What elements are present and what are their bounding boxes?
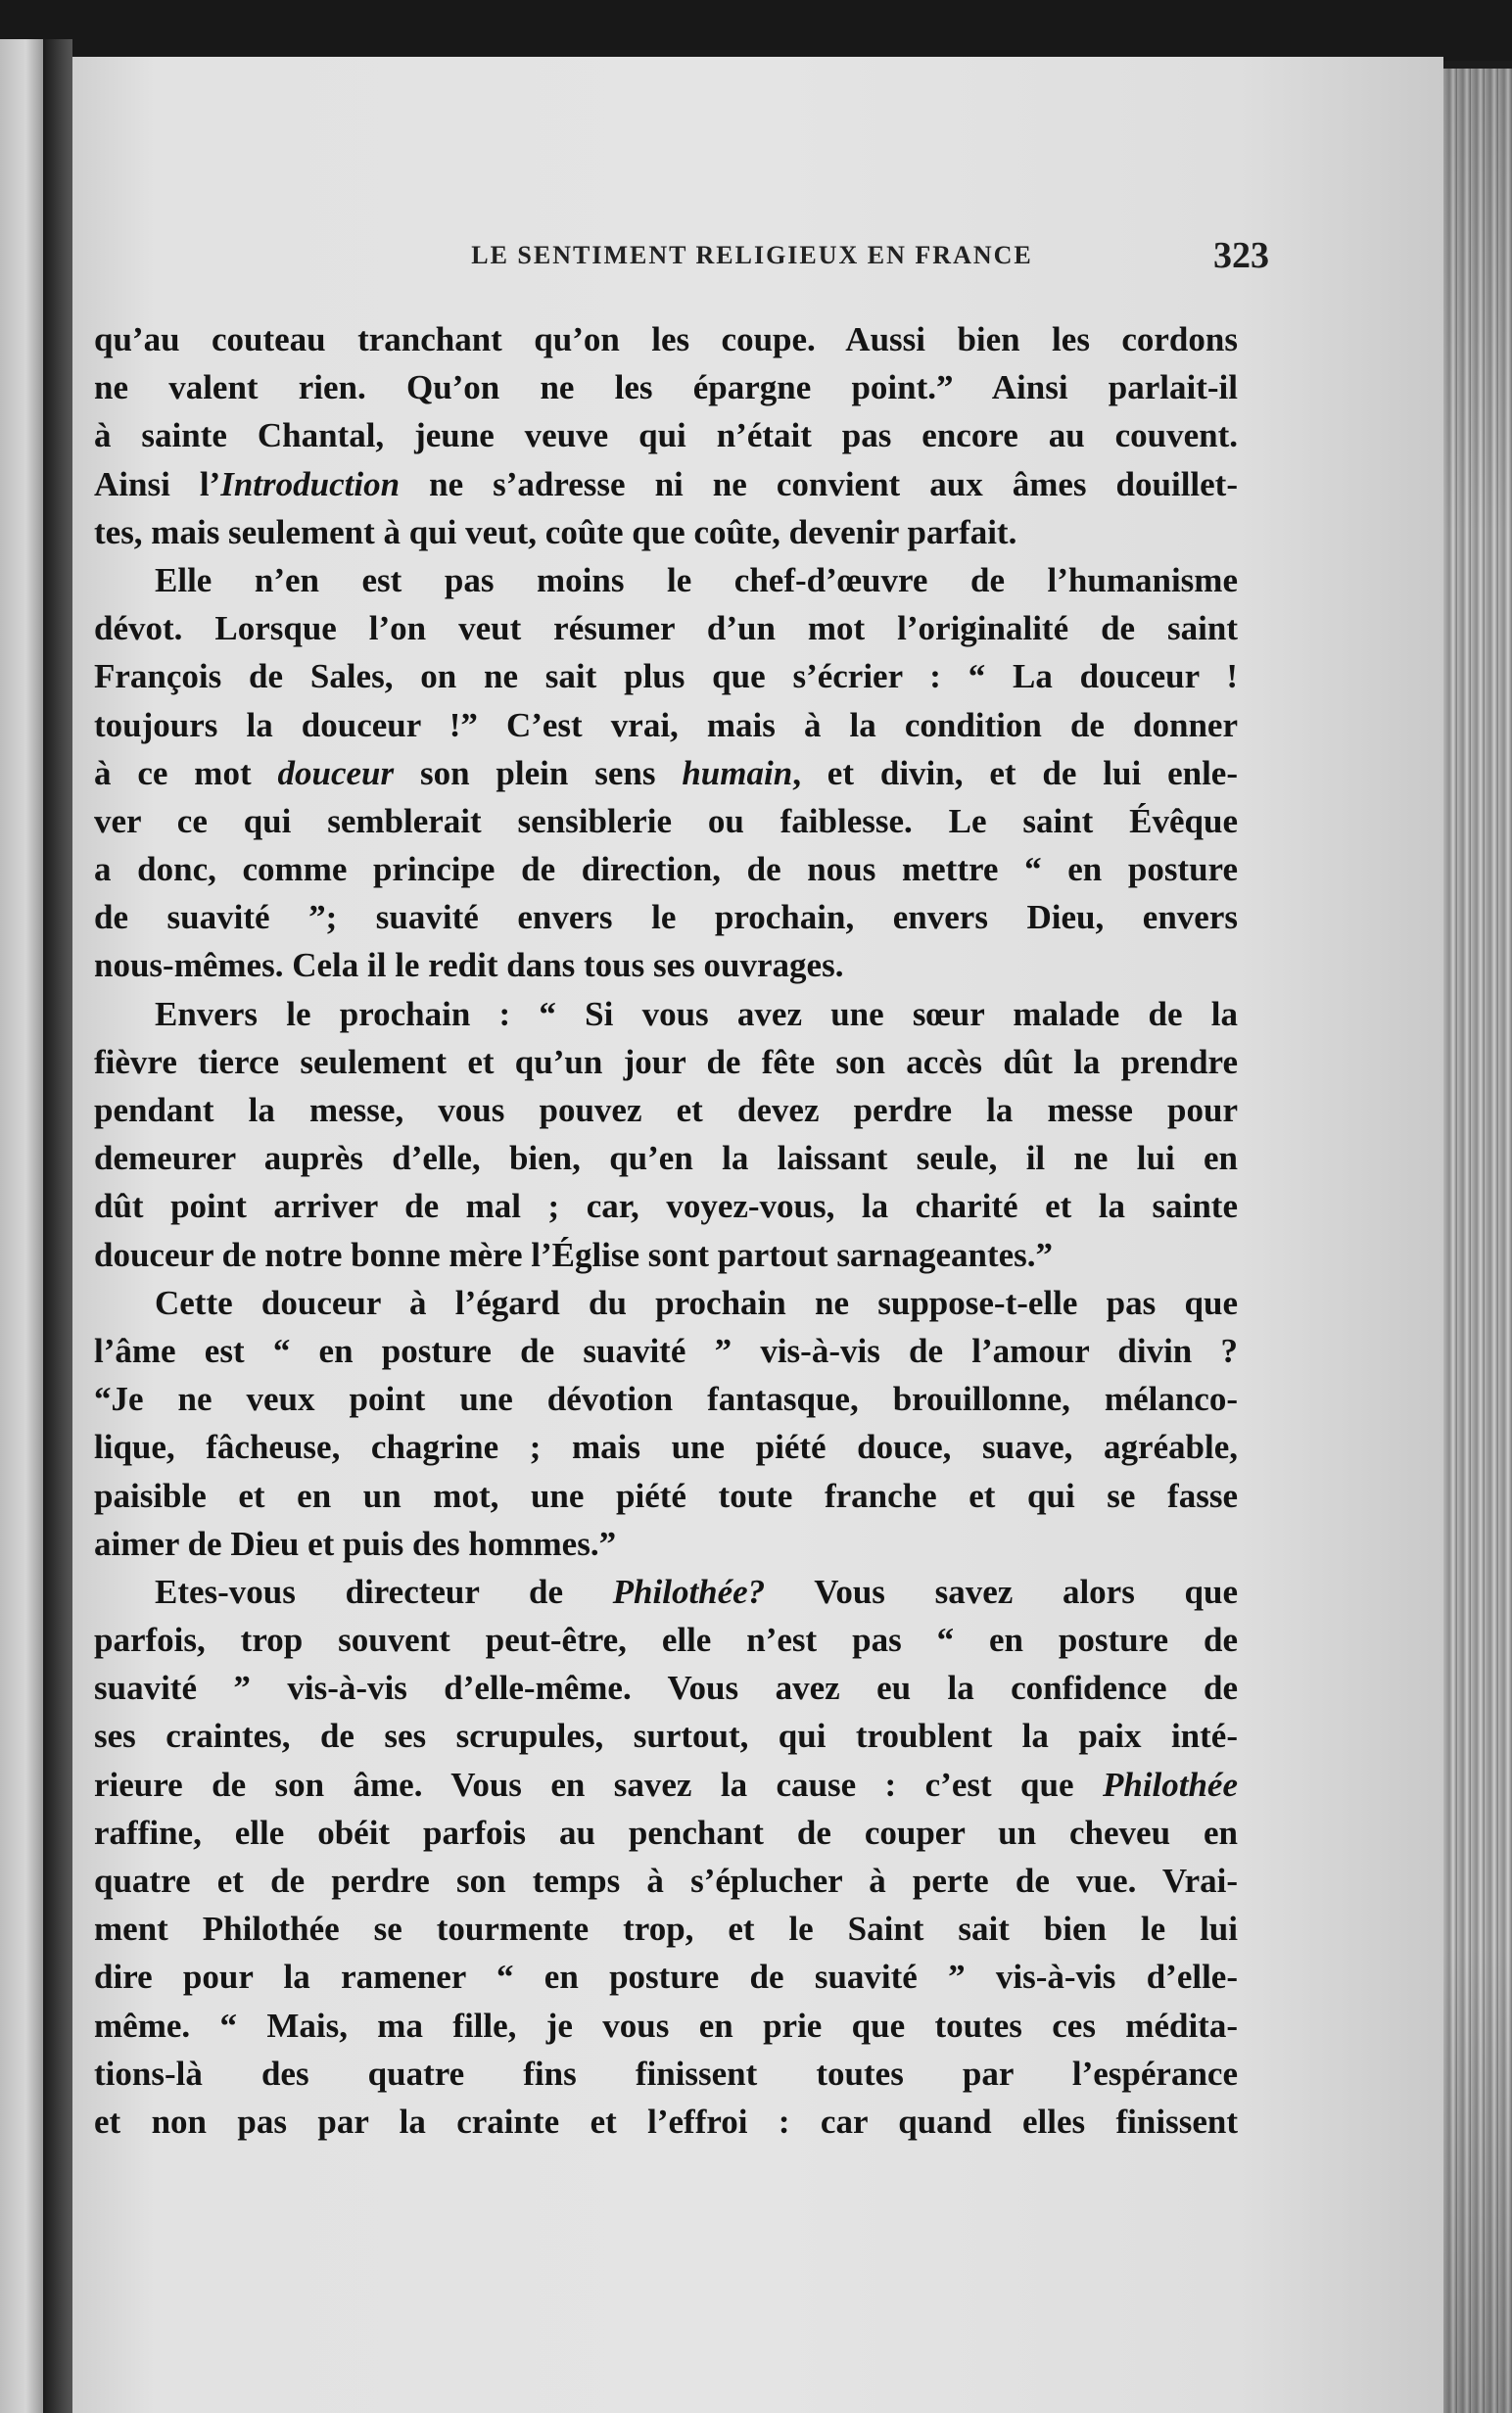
text-line xyxy=(94,749,1238,797)
adjacent-page-edge xyxy=(0,39,43,2413)
text-line: et non pas par la crainte et l’effroi : car quand elles finissent xyxy=(94,2102,1238,2141)
text-run: Etes-vous directeur de xyxy=(155,1572,613,1611)
text-line: Envers le prochain : “ Si vous avez une sœur malade de la xyxy=(155,994,1238,1033)
text-run: Vous savez alors que xyxy=(765,1572,1238,1611)
text-line: ses craintes, de ses scrupules, surtout, qui troublent la paix inté- xyxy=(94,1717,1238,1756)
text-line: fièvre tierce seulement et qu’un jour de fête son accès dût la prendre xyxy=(94,1042,1238,1081)
text-run: rieure de son âme. Vous en savez la cause : c’est que xyxy=(94,1765,1103,1804)
italic-text: douceur xyxy=(277,753,395,792)
text-run: , et divin, et de lui enle- xyxy=(792,753,1238,792)
text-line: François de Sales, on ne sait plus que s’écrier : “ La douceur ! xyxy=(94,657,1238,696)
text-line: dévot. Lorsque l’on veut résumer d’un mot l’originalité de saint xyxy=(94,609,1238,648)
text-line: de suavité ”; suavité envers le prochain, envers Dieu, envers xyxy=(94,898,1238,937)
text-line: aimer de Dieu et puis des hommes.” xyxy=(94,1524,617,1563)
text-line: douceur de notre bonne mère l’Église sont partout sarnageantes.” xyxy=(94,1235,1054,1274)
text-line: a donc, comme principe de direction, de nous mettre “ en posture xyxy=(94,850,1238,889)
text-line: lique, fâcheuse, chagrine ; mais une piété douce, suave, agréable, xyxy=(94,1428,1238,1467)
running-head: LE SENTIMENT RELIGIEUX EN FRANCE xyxy=(471,241,1033,269)
page-edges-shadow xyxy=(1443,69,1512,2413)
text-line xyxy=(94,1761,1238,1809)
text-line: parfois, trop souvent peut-être, elle n’est pas “ en posture de xyxy=(94,1621,1238,1660)
text-line: suavité ” vis-à-vis d’elle-même. Vous avez eu la confidence de xyxy=(94,1669,1238,1708)
text-line: Cette douceur à l’égard du prochain ne suppose-t-elle pas que xyxy=(155,1283,1238,1322)
text-line: toujours la douceur !” C’est vrai, mais à la condition de donner xyxy=(94,705,1238,744)
text-line xyxy=(94,460,1238,508)
italic-text: Philothée? xyxy=(612,1572,766,1611)
text-line: raffine, elle obéit parfois au penchant de couper un cheveu en xyxy=(94,1813,1238,1852)
text-line: demeurer auprès d’elle, bien, qu’en la laissant seule, il ne lui en xyxy=(94,1139,1238,1178)
scan-top-border xyxy=(0,0,1512,61)
text-line: Elle n’en est pas moins le chef-d’œuvre de l’humanisme xyxy=(155,560,1238,599)
text-line: quatre et de perdre son temps à s’éplucher à perte de vue. Vrai- xyxy=(94,1862,1238,1900)
text-run: son plein sens xyxy=(394,753,683,792)
text-run: ne s’adresse ni ne convient aux âmes douillet- xyxy=(400,464,1238,503)
text-line: tes, mais seulement à qui veut, coûte que coûte, devenir parfait. xyxy=(94,512,1017,551)
text-line: pendant la messe, vous pouvez et devez perdre la messe pour xyxy=(94,1091,1238,1129)
text-line: ver ce qui semblerait sensiblerie ou faiblesse. Le saint Évêque xyxy=(94,801,1238,840)
text-line: nous-mêmes. Cela il le redit dans tous ses ouvrages. xyxy=(94,946,844,985)
text-line: à sainte Chantal, jeune veuve qui n’était pas encore au couvent. xyxy=(94,416,1238,455)
text-line: paisible et en un mot, une piété toute franche et qui se fasse xyxy=(94,1476,1238,1515)
text-line: même. “ Mais, ma fille, je vous en prie que toutes ces médita- xyxy=(94,2006,1238,2045)
text-line: ne valent rien. Qu’on ne les épargne point.” Ainsi parlait-il xyxy=(94,368,1238,407)
text-line: qu’au couteau tranchant qu’on les coupe. Aussi bien les cordons xyxy=(94,320,1238,358)
text-run: Ainsi l’ xyxy=(94,464,221,503)
text-line: “Je ne veux point une dévotion fantasque, brouillonne, mélanco- xyxy=(94,1380,1238,1419)
text-line: dût point arriver de mal ; car, voyez-vous, la charité et la sainte xyxy=(94,1187,1238,1226)
italic-text: Introduction xyxy=(220,464,401,503)
text-line: dire pour la ramener “ en posture de suavité ” vis-à-vis d’elle- xyxy=(94,1958,1238,1997)
text-line xyxy=(94,1568,1238,1616)
text-line: ment Philothée se tourmente trop, et le Saint sait bien le lui xyxy=(94,1910,1238,1949)
italic-text: humain xyxy=(682,753,793,792)
page-number: 323 xyxy=(1213,235,1269,276)
italic-text: Philothée xyxy=(1102,1765,1238,1804)
text-line: tions-là des quatre fins finissent toutes par l’espérance xyxy=(94,2054,1238,2093)
book-gutter xyxy=(43,39,72,2413)
text-line: l’âme est “ en posture de suavité ” vis-à-vis de l’amour divin ? xyxy=(94,1331,1238,1370)
text-run: à ce mot xyxy=(94,753,278,792)
body-text xyxy=(94,315,1238,2176)
